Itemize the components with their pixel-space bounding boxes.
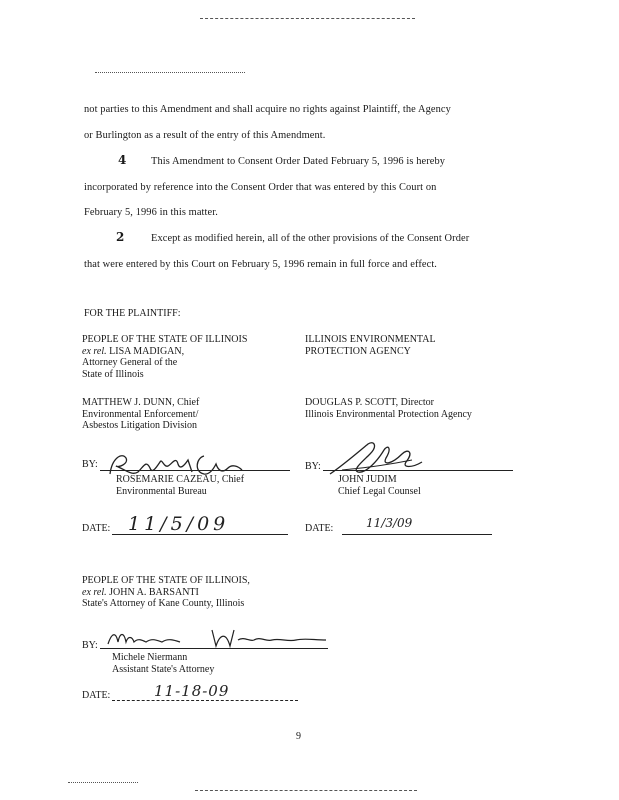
paragraph-1-line-1: not parties to this Amendment and shall acquire no rights against Plaintiff, the Agency	[84, 104, 451, 115]
kane-signer-name: Michele Niermann	[112, 652, 188, 663]
right-signer-block	[338, 474, 421, 497]
kane-ex-rel-label: ex rel.	[82, 586, 107, 598]
right-signatory-block	[305, 397, 472, 420]
attorney-general-name: LISA MADIGAN,	[109, 345, 185, 357]
left-signatory-line-2: Environmental Enforcement/	[82, 408, 199, 420]
right-party-line-1: ILLINOIS ENVIRONMENTAL	[305, 334, 436, 345]
right-by-label: BY:	[305, 461, 321, 472]
kane-party-line-3: State's Attorney of Kane County, Illinois	[82, 598, 245, 609]
page-number: 9	[296, 731, 301, 742]
paragraph-2-line-3: February 5, 1996 in this matter.	[84, 207, 218, 218]
scan-artifact-footer-left	[68, 782, 138, 783]
right-date-line	[342, 534, 492, 535]
right-date-label: DATE:	[305, 523, 334, 534]
left-date-value: 11/5/09	[128, 513, 230, 535]
left-signatory-line-3: Asbestos Litigation Division	[82, 420, 197, 431]
right-signatory-line-1: DOUGLAS P. SCOTT, Director	[305, 397, 434, 408]
scan-artifact-bottom	[195, 790, 417, 791]
left-party-line-2	[82, 346, 247, 358]
right-date-value: 11/3/09	[366, 516, 413, 530]
paragraph-3-number: 2	[116, 230, 125, 244]
paragraph-2-line-1: This Amendment to Consent Order Dated February 5, 1996 is hereby	[151, 156, 446, 167]
scan-artifact-top	[200, 18, 415, 19]
ex-rel-label: ex rel.	[82, 345, 107, 357]
states-attorney-name: JOHN A. BARSANTI	[109, 586, 199, 598]
right-signatory-line-2: Illinois Environmental Protection Agency	[305, 408, 472, 420]
kane-county-block	[82, 575, 250, 610]
right-signer-title: Chief Legal Counsel	[338, 485, 421, 497]
kane-date-value: 11-18-09	[154, 682, 230, 700]
right-signer-name: JOHN JUDIM	[338, 474, 397, 485]
right-party-line-2: PROTECTION AGENCY	[305, 345, 411, 357]
paragraph-3-line-1: Except as modified herein, all of the other provisions of the Consent Order	[151, 233, 470, 244]
paragraph-3-line-2: that were entered by this Court on February 5, 1996 remain in full force and effect.	[84, 259, 438, 270]
kane-party-line-2	[82, 587, 250, 599]
left-signer-block	[116, 474, 244, 497]
left-party-line-4: State of Illinois	[82, 368, 144, 380]
left-party-block	[82, 334, 247, 380]
left-signatory-line-1: MATTHEW J. DUNN, Chief	[82, 397, 200, 408]
left-signatory-block	[82, 397, 199, 432]
left-party-line-3: Attorney General of the	[82, 357, 178, 368]
kane-signer-block	[112, 652, 214, 675]
kane-party-line-1: PEOPLE OF THE STATE OF ILLINOIS,	[82, 575, 250, 586]
kane-signature-image	[104, 626, 334, 652]
right-party-block	[305, 334, 436, 357]
kane-date-label: DATE:	[82, 690, 111, 701]
left-by-label: BY:	[82, 459, 98, 470]
kane-date-line	[112, 700, 298, 701]
kane-signer-title: Assistant State's Attorney	[112, 663, 215, 675]
left-signer-title: Environmental Bureau	[116, 485, 207, 497]
paragraph-2-number: 4	[118, 153, 127, 167]
paragraph-2-line-2: incorporated by reference into the Consent Order that was entered by this Court on	[84, 182, 437, 193]
left-party-line-1: PEOPLE OF THE STATE OF ILLINOIS	[82, 334, 248, 345]
for-plaintiff-heading: FOR THE PLAINTIFF:	[84, 308, 181, 319]
left-date-label: DATE:	[82, 523, 111, 534]
kane-by-label: BY:	[82, 640, 98, 651]
scan-artifact-upper	[95, 72, 245, 73]
left-signer-name: ROSEMARIE CAZEAU, Chief	[116, 474, 245, 485]
paragraph-1-line-2: or Burlington as a result of the entry of this Amendment.	[84, 130, 326, 141]
